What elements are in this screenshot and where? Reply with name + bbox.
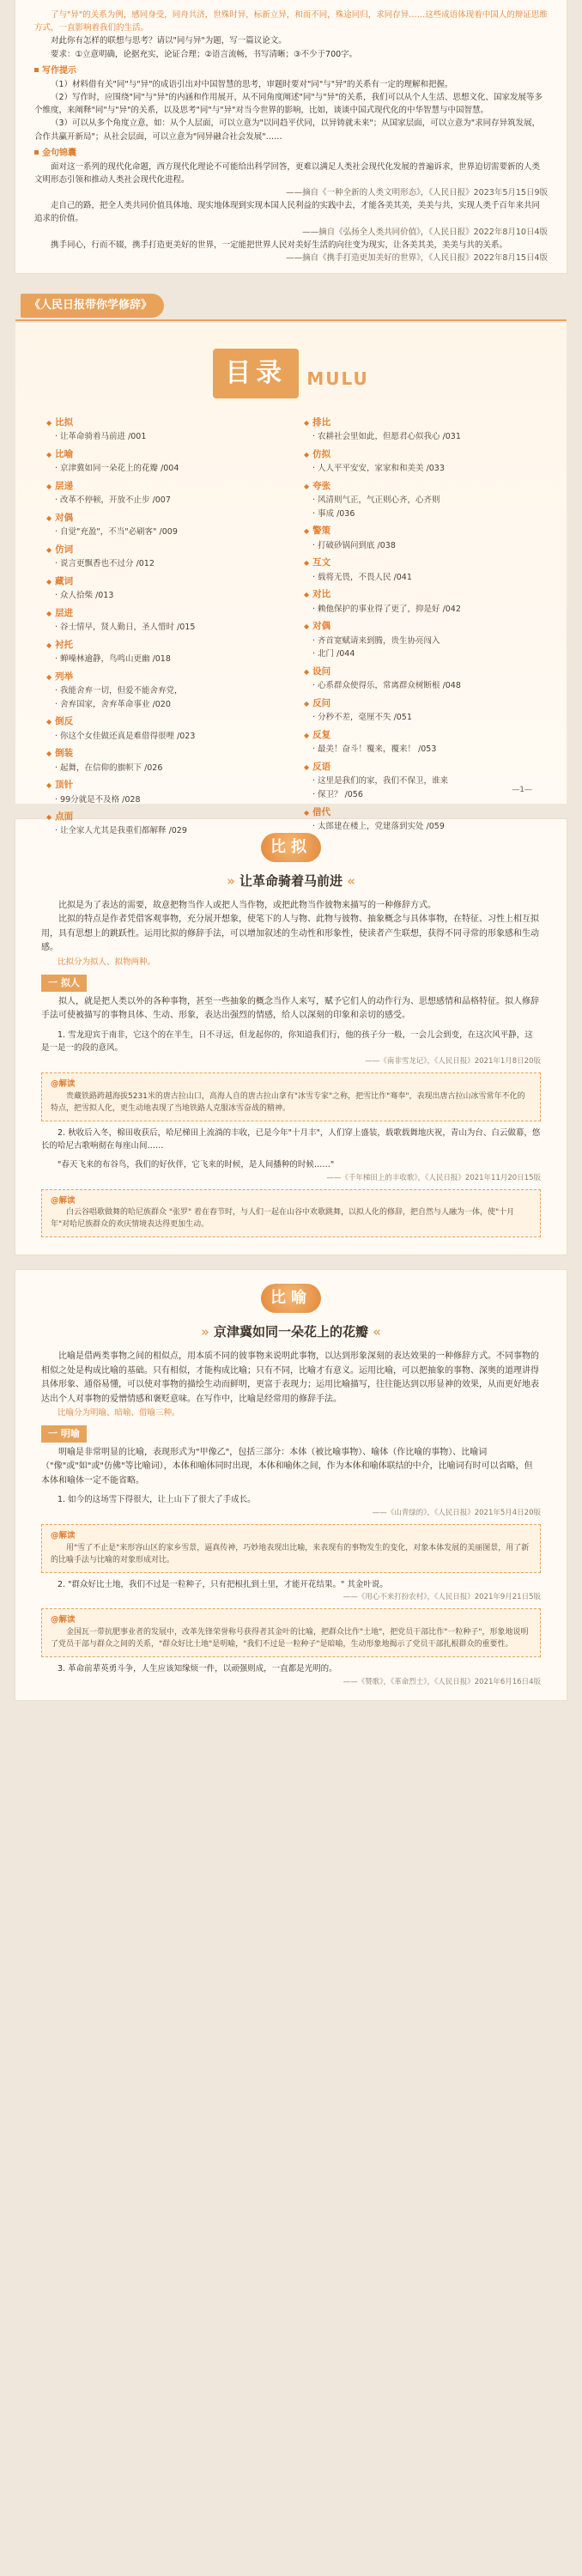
book-banner <box>15 285 567 323</box>
chapter-kinds: 比拟分为拟人、拟物两种。 <box>58 957 156 967</box>
toc-category: ◆ 对偶 <box>304 619 536 634</box>
toc-entry[interactable]: · 事成 /036 <box>304 507 536 521</box>
toc-entry[interactable]: · 让革命骑着马前进 /001 <box>46 430 278 444</box>
section-paragraph: 拟人，就是把人类以外的各种事物，甚至一些抽象的概念当作人来写，赋予它们人的动作行为、思想感情和品格特征。拟人修辞手法可使被描写的事物具体、生动、形象，表达出强烈的情感，给人以深刻的印象和亲切的感受。 <box>41 996 539 1021</box>
chapter-metaphor <box>15 1270 567 1699</box>
toc-category: ◆ 比喻 <box>46 447 278 462</box>
toc-category: ◆ 警策 <box>304 524 536 538</box>
example-2-source: ——《用心不来打扮农村》，《人民日报》2021年9月21日5版 <box>343 1593 541 1602</box>
golden-quote-1: 面对这一系列的现代化命题，西方现代化理论不可能给出科学回答，更难以满足人类社会现代化发展的普遍诉求，世界迫切需要新的人类文明形态引领和推动人类社会现代化进程。 <box>34 161 541 185</box>
interpretation-text: 金国瓦一带抗肥事业者的发展中，改革先锋荣誉称号获得者其金叶的比喻，把群众比作"土地"，把党员干部比作"一粒种子"，形象地说明了党员干部与群众之间的关系，"群众好比土地"是明喻，"我们不过是一粒种子"是暗喻，生动形象地揭示了党员干部扎根群众的重要性。 <box>51 1628 529 1649</box>
toc-title <box>46 349 536 398</box>
toc-category: ◆ 顶针 <box>46 778 278 793</box>
chapter-badge: 比喻 <box>261 1284 321 1313</box>
chapter-kinds: 比喻分为明喻、暗喻、借喻三种。 <box>58 1408 180 1419</box>
toc-right-column <box>304 412 536 838</box>
example-1: 1. 雪龙迎宾于南非，它这个的在半生，日不寻远，但龙起你的，你知道我们行，他的孩子分一般，一会儿会到变，在这次风平静，这是一是一的段的意风。 <box>41 1030 533 1054</box>
toc-entry[interactable]: · 齐首宽赋请来到腾，贵生协亮闯入 <box>304 635 536 648</box>
prompt-requirements: 要求：①立意明确，论据充实，论证合理；②语言流畅，书写清晰；③不少于700字。 <box>51 49 358 59</box>
chapter-title: » 京津冀如同一朵花上的花瓣 « <box>41 1321 541 1343</box>
interpretation-text: 用"雪了不止是"来形容山区的家乡雪景，逼真传神，巧妙地表现出比喻，来表现有的事物发生的变化，对象本体发展的美丽图景，用了新的比喻手法与比喻的对象形成对比。 <box>51 1543 530 1564</box>
interpretation-heading: @解读 <box>51 1531 76 1541</box>
toc-category: ◆ 衬托 <box>46 638 278 653</box>
toc-category: ◆ 仿词 <box>46 543 278 557</box>
toc-category: ◆ 设问 <box>304 665 536 679</box>
chapter-badge: 比拟 <box>261 833 321 862</box>
interpretation-box <box>41 1189 541 1238</box>
golden-quote-3-source: ——摘自《携手打造更加美好的世界》，《人民日报》2022年8月15日4版 <box>286 253 548 263</box>
example-2-quote: "春天飞来的布谷鸟，我们的好伙伴，它飞来的时候，是人间播种的时候……" <box>58 1160 335 1170</box>
prompt-intro: 了与"异"的关系为例，感同身受，同舟共济，世殊时异，标新立异，和而不同，殊途同归，求同存异……这些成语体现着中国人的辩证思维方式，一直影响着我们的生活。 <box>34 10 548 33</box>
section-heading: 一 拟人 <box>41 975 87 992</box>
toc-category: ◆ 反问 <box>304 696 536 711</box>
interpretation-box <box>41 1524 541 1573</box>
toc-category: ◆ 列举 <box>46 670 278 684</box>
section-paragraph: 明喻是非常明显的比喻，表现形式为"甲像乙"，包括三部分：本体（被比喻事物）、喻体（作比喻的事物）、比喻词（"像"或"如"或"仿佛"等比喻词），本体和喻体同时出现，本体和喻体之间，作为本体和喻体联结的中介，比喻词有时可以省略，但本体和喻体一定不能省略。 <box>41 1447 533 1485</box>
toc-category: ◆ 对比 <box>304 587 536 602</box>
toc-category: ◆ 借代 <box>304 805 536 820</box>
toc-category: ◆ 藏词 <box>46 574 278 589</box>
toc-entry[interactable]: · 赖他保护的事业得了更了，抑是好 /042 <box>304 603 536 617</box>
toc-entry[interactable]: · 起舞，在信仰的旗帜下 /026 <box>46 762 278 775</box>
toc-entry[interactable]: · 舍弃国家，舍弃革命事业 /020 <box>46 698 278 712</box>
example-3: 3. 革命前辈英勇斗争，人生应该知缘烦一件，以顽强则成，一直都是光明的。 <box>58 1663 337 1674</box>
toc-entry[interactable]: · 分秒不差，毫厘不失 /051 <box>304 711 536 725</box>
toc-entry[interactable]: · 说言更飘香也不过分 /012 <box>46 557 278 571</box>
toc-category: ◆ 倒装 <box>46 746 278 761</box>
toc-entry[interactable]: · 谷士情早，贤人勤日，圣人惜时 /015 <box>46 621 278 635</box>
toc-entry[interactable]: · 打破砂锅问到底 /038 <box>304 539 536 553</box>
interpretation-heading: @解读 <box>51 1615 76 1625</box>
toc-entry[interactable]: · 这里是我们的家，我们不保卫，谁来 <box>304 775 536 788</box>
toc-entry[interactable]: · 让全家人尤其是我重们都解释 /029 <box>46 824 278 838</box>
toc-category: ◆ 层递 <box>46 479 278 494</box>
toc-entry[interactable]: · 风清则气正，气正则心齐，心齐则 <box>304 494 536 507</box>
toc-entry[interactable]: · 众人拾柴 /013 <box>46 589 278 603</box>
example-1-source: ——《南非雪龙记》，《人民日报》2021年1月8日20版 <box>365 1057 541 1066</box>
interpretation-heading: @解读 <box>51 1079 76 1090</box>
interpretation-text: 贵藏铁路跨越海拔5231米的唐古拉山口，高海人自的唐古拉山拿有"冰雪专家"之称，把雪比作"骞奉"，表现出唐古拉山冰雪常年不化的特点，把雪拟人化，更生动地表现了当地铁路人克服冰雪奋战的精神。 <box>51 1091 525 1113</box>
page-number: —1— <box>512 786 532 795</box>
example-2-source: ——《千年梯田上的丰收歌》，《人民日报》2021年11月20日15版 <box>326 1173 541 1182</box>
writing-tips-heading: 写作提示 <box>34 64 76 78</box>
chapter-paragraph: 比拟是为了表达的需要，故意把物当作人或把人当作物，或把此物当作彼物来描写的一种修辞方式。 <box>58 900 436 910</box>
toc-category: ◆ 互文 <box>304 556 536 570</box>
golden-quote-1-source: ——摘自《一种全新的人类文明形态》，《人民日报》2023年5月15日9版 <box>286 188 548 198</box>
toc-entry[interactable]: · 99分就是不及格 /028 <box>46 793 278 807</box>
toc-entry[interactable]: · 保卫？ /056 <box>304 788 536 802</box>
prompt-question: 对此你有怎样的联想与思考？请以"同与异"为题，写一篇议论文。 <box>51 36 287 46</box>
example-1: 1. 如今的这场雪下得很大，让上山下了很大了手成长。 <box>58 1495 256 1505</box>
writing-prompt-section <box>15 0 567 273</box>
book-title-label: 《人民日报带你学修辞》 <box>21 294 164 317</box>
chapter-paragraph: 比拟的特点是作者凭借客观事物，充分展开想象，使笔下的人与物、此物与彼物、抽象概念与具体事物，在特征、习性上相互拟用，具有思想上的跳跃性。运用比拟的修辞手法，可以增加叙述的生动性和形象性，使读者产生联想，获得不同寻常的形象感和生动感。 <box>41 914 539 953</box>
toc-category: ◆ 反语 <box>304 760 536 775</box>
toc-entry[interactable]: · 京津冀如同一朵花上的花瓣 /004 <box>46 462 278 476</box>
interpretation-text: 白云谷唱歌做舞的哈尼族群众 "张罗" 着在春节时，与人们一起在山谷中欢歌跳舞，以拟人化的修辞，把自然与人融为一体，使"十月年"对哈尼族群众的欢庆情境表达得更加生动。 <box>51 1208 515 1230</box>
example-3-source: ——《赞歌》，《革命烈士》，《人民日报》2021年6月16日4版 <box>343 1677 541 1686</box>
example-2: 2. "群众好比土地，我们不过是一粒种子，只有把根扎到土里，才能开花结果。" 其金叶说。 <box>58 1579 388 1589</box>
toc-category: ◆ 点面 <box>46 810 278 824</box>
writing-tip-3: （3）可以从多个角度立意，如：从个人层面，可以立意为"以同趋平伏同，以异铸就未来"；从国家层面，可以立意为"求同存异筑发展，合作共赢开新局"；从社会层面，可以立意为"同异融合社会发展"…… <box>34 118 541 142</box>
interpretation-box <box>41 1608 541 1657</box>
toc-entry[interactable]: · 我能舍弃一切，但爱不能舍弃党， <box>46 684 278 698</box>
toc-entry[interactable]: · 北门 /044 <box>304 647 536 661</box>
toc-entry[interactable]: · 自觉"充盈"，不当"必刷客" /009 <box>46 526 278 539</box>
example-2: 2. 秋收后入冬，棉田收获后，哈尼梯田上流淌的丰收，已是今年"十月丰"，人们穿上盛装，载歌载舞地庆祝，青山为台、白云做幕，悠长的哈尼古歌响彻在每座山间…… <box>41 1127 541 1151</box>
toc-category: ◆ 倒反 <box>46 714 278 729</box>
toc-title-text: 目录 <box>213 349 299 398</box>
banner-divider <box>15 319 567 321</box>
toc-left-column <box>46 412 278 838</box>
golden-quote-2: 走自己的路，把全人类共同价值具体地、现实地体现到实现本国人民利益的实践中去，才能各美其美，美美与共，实现人类千百年来共同追求的价值。 <box>34 201 541 224</box>
interpretation-box <box>41 1072 541 1121</box>
interpretation-heading: @解读 <box>51 1195 76 1206</box>
chapter-title: » 让革命骑着马前进 « <box>41 871 541 892</box>
toc-entry[interactable]: · 人人平平安安，家家和和美美 /033 <box>304 462 536 476</box>
example-1-source: ——《山青绿的》，《人民日报》2021年5月4日20版 <box>372 1509 541 1518</box>
chapter-paragraph: 比喻是借两类事物之间的相似点，用本质不同的彼事物来说明此事物，以达到形象深刻的表达效果的一种修辞方式。不同事物的相似之处是构成比喻的基础。只有相似，才能构成比喻；只有不同，比喻才有意义。运用比喻，可以把抽象的事物、深奥的道理讲得具体形象、通俗易懂，可以使对事物的描绘生动而鲜明，更富于表现力；运用比喻描写，往往能达到以形显神的效果，从而更好地表达出个人对事物的爱憎情感和褒贬意味。在写作中，比喻是经常用的修辞手法。 <box>41 1352 539 1404</box>
toc-category: ◆ 仿拟 <box>304 447 536 462</box>
writing-tip-1: （1）材料借有关"同"与"异"的成语引出对中国智慧的思考，审题时要对"同"与"异"的关系有一定的理解和把握。 <box>51 79 453 89</box>
toc-entry[interactable]: · 最美！奋斗！覆来，覆来！ /053 <box>304 743 536 756</box>
writing-tip-2: （2）写作时，应围绕"同"与"异"的内涵和作用展开，从不同角度阐述"同"与"异"的关系，我们可以从个人生活、思想文化、国家发展等多个维度，来阐释"同"与"异"的关系，以及思考"同"与"异"对当今世界的影响，比如，谈谈中国式现代化的中华智慧与中国智慧。 <box>34 92 543 116</box>
toc-entry[interactable]: · 你这个女佳做还真是难借得很哩 /023 <box>46 730 278 744</box>
toc-entry[interactable]: · 太郎建在楼上，党建落到实处 /059 <box>304 820 536 834</box>
table-of-contents <box>15 323 567 836</box>
toc-entry[interactable]: · 载将无畏，不畏人民 /041 <box>304 571 536 585</box>
toc-entry[interactable]: · 心系群众使得乐，常离群众树断根 /048 <box>304 679 536 693</box>
toc-entry[interactable]: · 蝉噪林逾静，鸟鸣山更幽 /018 <box>46 653 278 666</box>
section-heading: 一 明喻 <box>41 1425 87 1443</box>
toc-entry[interactable]: · 改革不停顿，开放不止步 /007 <box>46 494 278 507</box>
toc-category: ◆ 反复 <box>304 728 536 743</box>
toc-category: ◆ 对偶 <box>46 511 278 526</box>
golden-quotes-heading: 金句锦囊 <box>34 147 76 161</box>
golden-quote-3: 携手同心，行而不辍，携手打造更美好的世界，一定能把世界人民对美好生活的向往变为现实，让各美其美，美美与共的关系。 <box>51 240 508 250</box>
toc-category: ◆ 排比 <box>304 416 536 430</box>
toc-title-latin: MULU <box>306 368 369 389</box>
toc-entry[interactable]: · 农耕社会里如此，但愿君心似我心 /031 <box>304 430 536 444</box>
toc-category: ◆ 夸张 <box>304 479 536 494</box>
toc-category: ◆ 层进 <box>46 606 278 621</box>
toc-category: ◆ 比拟 <box>46 416 278 430</box>
chapter-personification <box>15 819 567 1255</box>
golden-quote-2-source: ——摘自《弘扬全人类共同价值》，《人民日报》2022年8月10日4版 <box>302 227 548 237</box>
